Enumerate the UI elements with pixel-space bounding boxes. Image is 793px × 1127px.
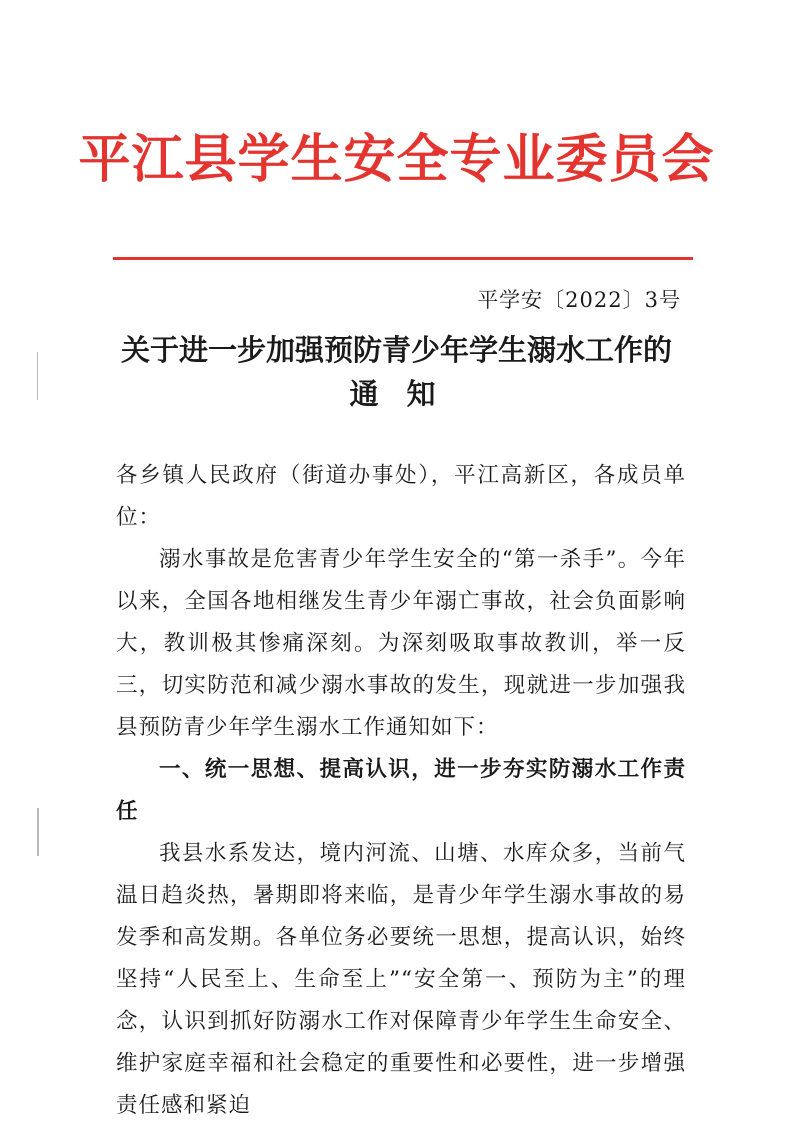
opening-paragraph: 溺水事故是危害青少年学生安全的“第一杀手”。今年以来，全国各地相继发生青少年溺亡事故，社会负面影响大，教训极其惨痛深刻。为深刻吸取事故教训，举一反三，切实防范和减少溺水事故的发生，现就进一步加强我县预防青少年学生溺水工作通知如下： [116,547,686,740]
document-number: 平学安〔2022〕3号 [477,288,681,312]
issuing-organization-masthead: 平江县学生安全专业委员会 [78,129,715,190]
scan-edge-mark [37,808,39,856]
document-title-line-2: 通知 [349,377,464,411]
document-body [116,455,686,1127]
red-header-rule [113,257,693,260]
scan-edge-mark [37,352,38,400]
section-heading-1: 一、统一思想、提高认识，进一步夯实防溺水工作责任 [116,757,686,824]
section-1-paragraph: 我县水系发达，境内河流、山塘、水库众多，当前气温日趋炎热，暑期即将来临，是青少年学生溺水事故的易发季和高发期。各单位务必要统一思想，提高认识，始终坚持“人民至上、生命至上”“安全第一、预防为主”的理念，认识到抓好防溺水工作对保障青少年学生生命安全、维护家庭幸福和社会稳定的重要性和必要性，进一步增强责任感和紧迫 [116,841,686,1118]
salutation: 各乡镇人民政府（街道办事处），平江高新区，各成员单位： [116,463,686,530]
document-title-line-1: 关于进一步加强预防青少年学生溺水工作的 [120,333,672,367]
